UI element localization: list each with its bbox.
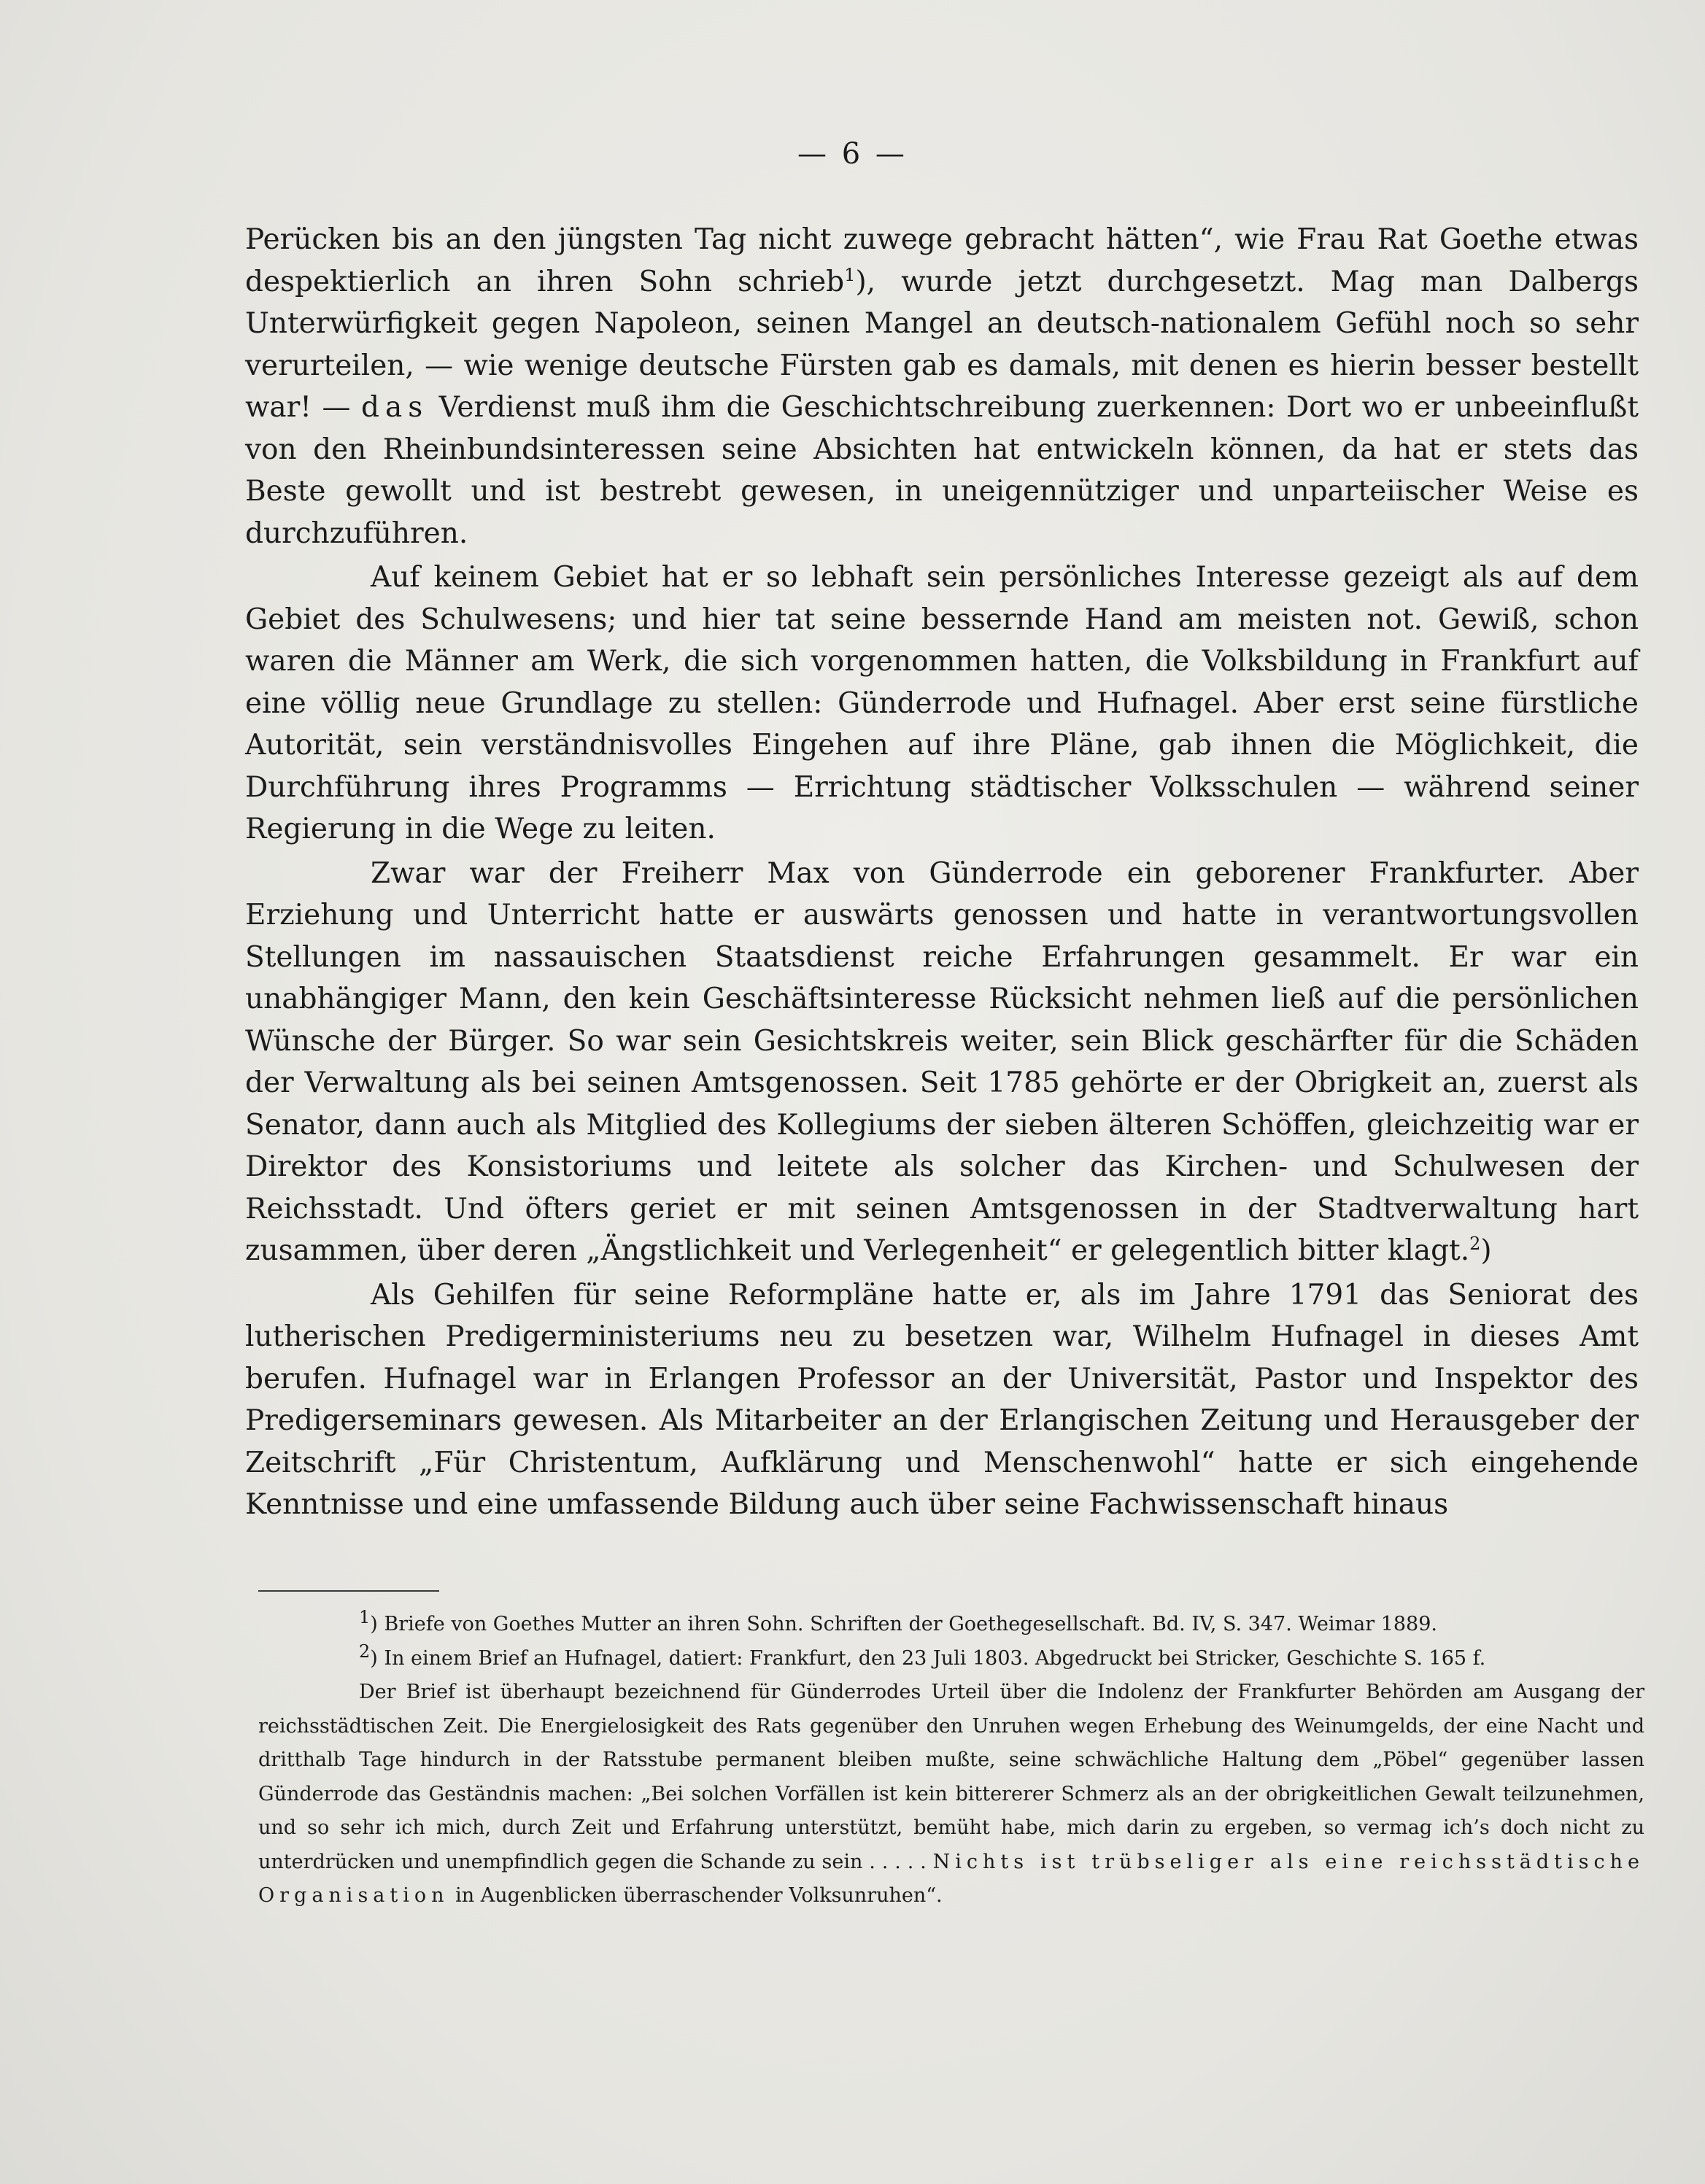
footnotes <box>258 1608 1644 1913</box>
footnote-reference: 1 <box>844 264 856 285</box>
text-run: ), wurde jetzt durchgesetzt. Mag man Dalbergs Unterwürfigkeit gegen Napoleon, seinen Mangel an deutsch-nationalem Gefühl noch so sehr verurteilen, — wie wenige deutsche Fürsten gab es damals, mit denen es hierin besser bestellt war! — <box>245 265 1639 424</box>
footnote-reference: 2 <box>1469 1234 1481 1254</box>
footnote <box>258 1642 1644 1676</box>
emphasized-text: Nichts ist trübseliger als eine reichsstädtische Organisation <box>258 1850 1645 1907</box>
text-run: ) <box>1480 1234 1492 1267</box>
page-number: — 6 — <box>797 137 908 171</box>
text-run: Auf keinem Gebiet hat er so lebhaft sein persönliches Interesse gezeigt als auf dem Gebiet des Schulwesens; und hier tat seine bessernde Hand am meisten not. Gewiß, schon waren die Männer am Werk, die sich vorgenommen hatten, die Volksbildung in Frankfurt auf eine völlig neue Grundlage zu stellen: Günderrode und Hufnagel. Aber erst seine fürstliche Autorität, sein verständnisvolles Eingehen auf ihre Pläne, gab ihnen die Möglichkeit, die Durchführung ihres Programms — Errichtung städtischer Volksschulen — während seiner Regierung in die Wege zu leiten. <box>245 561 1639 845</box>
footnote-text: ) In einem Brief an Hufnagel, datiert: Frankfurt, den 23 Juli 1803. Abgedruckt bei Stricker, Geschichte S. 165 f. <box>370 1646 1486 1670</box>
paragraph <box>245 219 1639 554</box>
footnote-text: in Augenblicken überraschender Volksunruhen“. <box>449 1884 943 1907</box>
footnote <box>258 1608 1644 1642</box>
paragraph <box>245 557 1639 851</box>
paragraph <box>245 853 1639 1272</box>
footnote-text: ) Briefe von Goethes Mutter an ihren Sohn. Schriften der Goethegesellschaft. Bd. IV, S. 347. Weimar 1889. <box>370 1613 1438 1635</box>
text-run: Als Gehilfen für seine Reformpläne hatte er, als im Jahre 1791 das Seniorat des lutherischen Predigerministeriums neu zu besetzen war, Wilhelm Hufnagel in dieses Amt berufen. Hufnagel war in Erlangen Professor an der Universität, Pastor und Inspektor des Predigerseminars gewesen. Als Mitarbeiter an der Erlangischen Zeitung und Herausgeber der Zeitschrift „Für Christentum, Aufklärung und Menschenwohl“ hatte er sich eingehende Kenntnisse und eine umfassende Bildung auch über seine Fachwissenschaft hinaus <box>245 1278 1639 1521</box>
main-text <box>245 219 1639 1528</box>
footnote-separator <box>258 1590 439 1592</box>
footnote-continuation <box>258 1676 1644 1913</box>
paragraph <box>245 1274 1639 1526</box>
footnote-marker: 2 <box>359 1641 371 1662</box>
text-run: Perücken bis an den jüngsten Tag nicht zuwege gebracht hätten“, wie Frau Rat Goethe etwas despektierlich an ihren Sohn schrieb <box>245 223 1639 298</box>
text-run: Zwar war der Freiherr Max von Günderrode ein geborener Frankfurter. Aber Erziehung und Unterricht hatte er auswärts genossen und hatte in verantwortungsvollen Stellungen im nassauischen Staatsdienst reiche Erfahrungen gesammelt. Er war ein unabhängiger Mann, den kein Geschäftsinteresse Rücksicht nehmen ließ auf die persönlichen Wünsche der Bürger. So war sein Gesichtskreis weiter, sein Blick geschärfter für die Schäden der Verwaltung als bei seinen Amtsgenossen. Seit 1785 gehörte er der Obrigkeit an, zuerst als Senator, dann auch als Mitglied des Kollegiums der sieben älteren Schöffen, gleichzeitig war er Direktor des Konsistoriums und leitete als solcher das Kirchen- und Schulwesen der Reichsstadt. Und öfters geriet er mit seinen Amtsgenossen in der Stadtverwaltung hart zusammen, über deren „Ängstlichkeit und Verlegenheit“ er gelegentlich bitter klagt. <box>245 856 1639 1267</box>
text-run: Verdienst muß ihm die Geschichtschreibung zuerkennen: Dort wo er unbeeinflußt von den Rheinbundsinteressen seine Absichten hat entwickeln können, da hat er stets das Beste gewollt und ist bestrebt gewesen, in uneigennütziger und unparteiischer Weise es durchzuführen. <box>245 391 1639 550</box>
footnote-text: Der Brief ist überhaupt bezeichnend für Günderrodes Urteil über die Indolenz der Frankfurter Behörden am Ausgang der reichsstädtischen Zeit. Die Energielosigkeit des Rats gegenüber den Unruhen wegen Erhebung des Weinumgelds, der eine Nacht und dritthalb Tage hindurch in der Ratsstube permanent bleiben mußte, seine schwächliche Haltung dem „Pöbel“ gegenüber lassen Günderrode das Geständnis machen: „Bei solchen Vorfällen ist kein bittererer Schmerz als an der obrigkeitlichen Gewalt teilzunehmen, und so sehr ich mich, durch Zeit und Erfahrung unterstützt, bemüht habe, mich darin zu ergeben, so vermag ich’s doch nicht zu unterdrücken und unempfindlich gegen die Schande zu sein . . . . . <box>258 1681 1644 1873</box>
footnote-marker: 1 <box>359 1607 371 1627</box>
emphasized-text: das <box>360 391 429 424</box>
